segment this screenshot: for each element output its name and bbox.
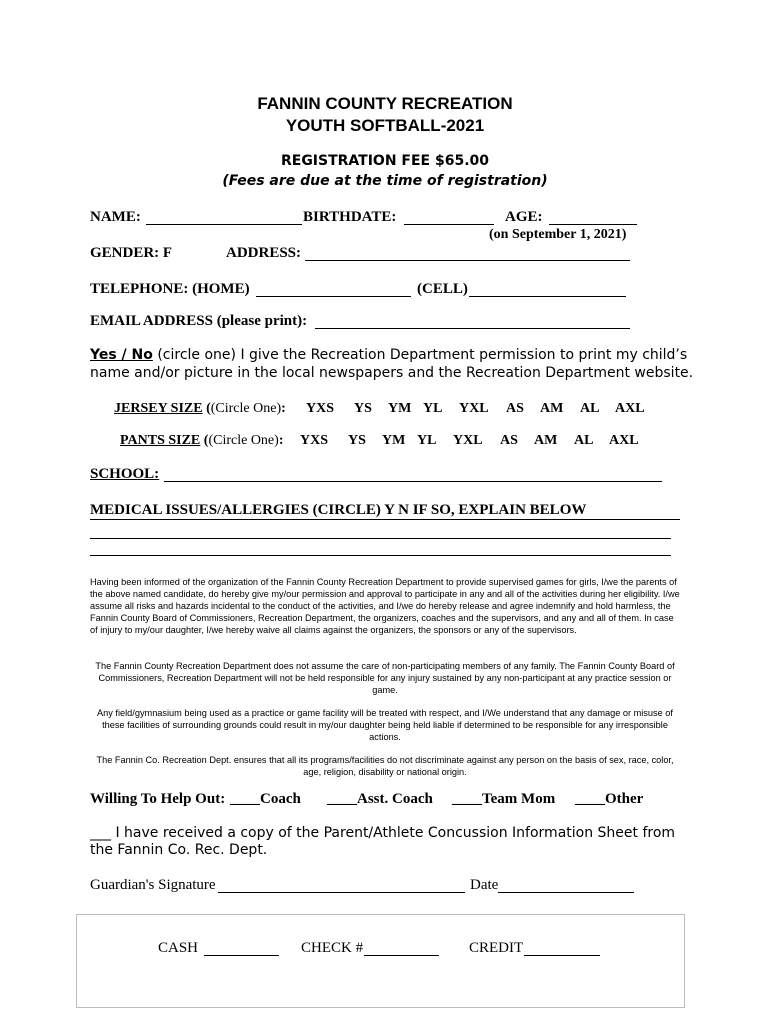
birthdate-label: BIRTHDATE: [303, 209, 397, 225]
age-field[interactable] [549, 224, 637, 225]
form-title-line2: YOUTH SOFTBALL-2021 [285, 116, 485, 135]
check-label: CHECK # [301, 940, 364, 956]
school-field[interactable] [164, 481, 662, 482]
date-label: Date [470, 877, 499, 893]
name-field[interactable] [146, 224, 302, 225]
office-use-payment-box [76, 914, 685, 1008]
volunteer-coach[interactable]: ____Coach [230, 791, 301, 807]
jersey-option[interactable]: AS [506, 401, 524, 416]
medical-label: MEDICAL ISSUES/ALLERGIES (CIRCLE) Y N IF SO, EXPLAIN BELOW [90, 502, 587, 518]
address-field[interactable] [305, 260, 630, 261]
telephone-home-label: TELEPHONE: (HOME) [90, 281, 250, 297]
jersey-option[interactable]: YXL [459, 401, 489, 416]
jersey-option[interactable]: AL [580, 401, 600, 416]
fee-note: (Fees are due at the time of registration) [222, 173, 548, 189]
care-disclaimer-paragraph: The Fannin County Recreation Department does not assume the care of non-participating members of any family. The Fannin County Board of Commissioners, Recreation Department will not be held responsible for any injury sustained by any non-participant at any practice session or game. [95, 661, 675, 695]
birthdate-field[interactable] [404, 224, 494, 225]
cash-field[interactable] [204, 955, 279, 956]
pants-option[interactable]: AXL [609, 433, 639, 448]
jersey-option[interactable]: AXL [615, 401, 645, 416]
credit-field[interactable] [524, 955, 600, 956]
jersey-size-row: JERSEY SIZE ((Circle One): [114, 401, 286, 416]
age-label: AGE: [505, 209, 543, 225]
pants-option[interactable]: YS [348, 433, 366, 448]
photo-permission-line1 [90, 347, 687, 363]
pants-option[interactable]: AM [534, 433, 558, 448]
address-label: ADDRESS: [226, 245, 302, 261]
date-field[interactable] [498, 892, 634, 893]
jersey-option[interactable]: YS [354, 401, 372, 416]
volunteer-other[interactable]: ____Other [575, 791, 644, 807]
telephone-cell-field[interactable] [469, 296, 626, 297]
medical-underline [90, 519, 680, 520]
liability-waiver-paragraph: Having been informed of the organization of the Fannin County Recreation Department to provide supervised games for girls, I/we the parents of the above named candidate, do hereby give my/our permission and approval to participate in any and all of the activities during her eligibility. I/we assume all risks and hazards incidental to the conduct of the activities, and I/we do hereby release and agree indemnify and hold harmless, the Fannin County Board of Commissioners, Recreation Department, the organizers, coaches and the supervisors, and any and all of them. In case of injury to my/our daughter, I/we hereby waive all claims against the organizers, the sponsors or any of the supervisors. [90, 577, 680, 635]
cash-label: CASH [158, 940, 199, 956]
volunteer-asst-coach[interactable]: ____Asst. Coach [327, 791, 433, 807]
non-discrimination-paragraph: The Fannin Co. Recreation Dept. ensures that all its programs/facilities do not discriminate against any person on the basis of sex, race, color, age, religion, disability or national origin. [96, 755, 674, 777]
pants-option[interactable]: YXL [453, 433, 483, 448]
jersey-circle-one: ((Circle One) [206, 401, 282, 416]
jersey-size-options [306, 401, 645, 417]
volunteer-team-mom[interactable]: ____Team Mom [452, 791, 556, 807]
pants-size-row: PANTS SIZE ((Circle One): [120, 433, 284, 448]
jersey-option[interactable]: YXS [306, 401, 335, 416]
school-label: SCHOOL: [90, 466, 160, 482]
pants-option[interactable]: YM [382, 433, 406, 448]
jersey-option[interactable]: YL [423, 401, 443, 416]
age-note: (on September 1, 2021) [489, 227, 627, 242]
email-label: EMAIL ADDRESS (please print): [90, 313, 308, 329]
form-title-line1: FANNIN COUNTY RECREATION [257, 94, 513, 113]
photo-permission-line2: name and/or picture in the local newspapers and the Recreation Department website. [90, 365, 694, 381]
jersey-size-label: JERSEY SIZE [114, 401, 203, 416]
volunteer-label: Willing To Help Out: [90, 791, 226, 807]
gender-label: GENDER: F [90, 245, 173, 261]
pants-option[interactable]: AS [500, 433, 518, 448]
facility-damage-paragraph: Any field/gymnasium being used as a practice or game facility will be treated with respect, and I/We understand that any damage or misuse of these facilities of surrounding grounds could result in my/our daughter being held liable if determined to be responsible for any irresponsible actions. [97, 708, 673, 742]
yes-no-choice[interactable]: Yes / No [90, 347, 153, 363]
credit-label: CREDIT [469, 940, 524, 956]
pants-option[interactable]: YXS [300, 433, 329, 448]
check-field[interactable] [364, 955, 439, 956]
jersey-option[interactable]: AM [540, 401, 564, 416]
concussion-acknowledgement-line1[interactable]: ___ I have received a copy of the Parent/Athlete Concussion Information Sheet from [90, 825, 676, 841]
pants-size-label: PANTS SIZE [120, 433, 201, 448]
guardian-signature-label: Guardian's Signature [90, 877, 216, 893]
pants-size-options [300, 433, 639, 449]
jersey-option[interactable]: YM [388, 401, 412, 416]
email-field[interactable] [315, 328, 630, 329]
registration-fee: REGISTRATION FEE $65.00 [280, 153, 490, 169]
telephone-home-field[interactable] [256, 296, 411, 297]
pants-circle-one: ((Circle One) [203, 433, 279, 448]
medical-explain-line-1[interactable] [90, 538, 671, 539]
telephone-cell-label: (CELL) [417, 281, 468, 297]
concussion-acknowledgement-line2: the Fannin Co. Rec. Dept. [90, 842, 268, 858]
guardian-signature-field[interactable] [218, 892, 465, 893]
pants-option[interactable]: YL [417, 433, 437, 448]
photo-permission-text: (circle one) I give the Recreation Department permission to print my child’s [152, 347, 688, 363]
name-label: NAME: [90, 209, 141, 225]
pants-option[interactable]: AL [574, 433, 594, 448]
medical-explain-line-2[interactable] [90, 555, 671, 556]
